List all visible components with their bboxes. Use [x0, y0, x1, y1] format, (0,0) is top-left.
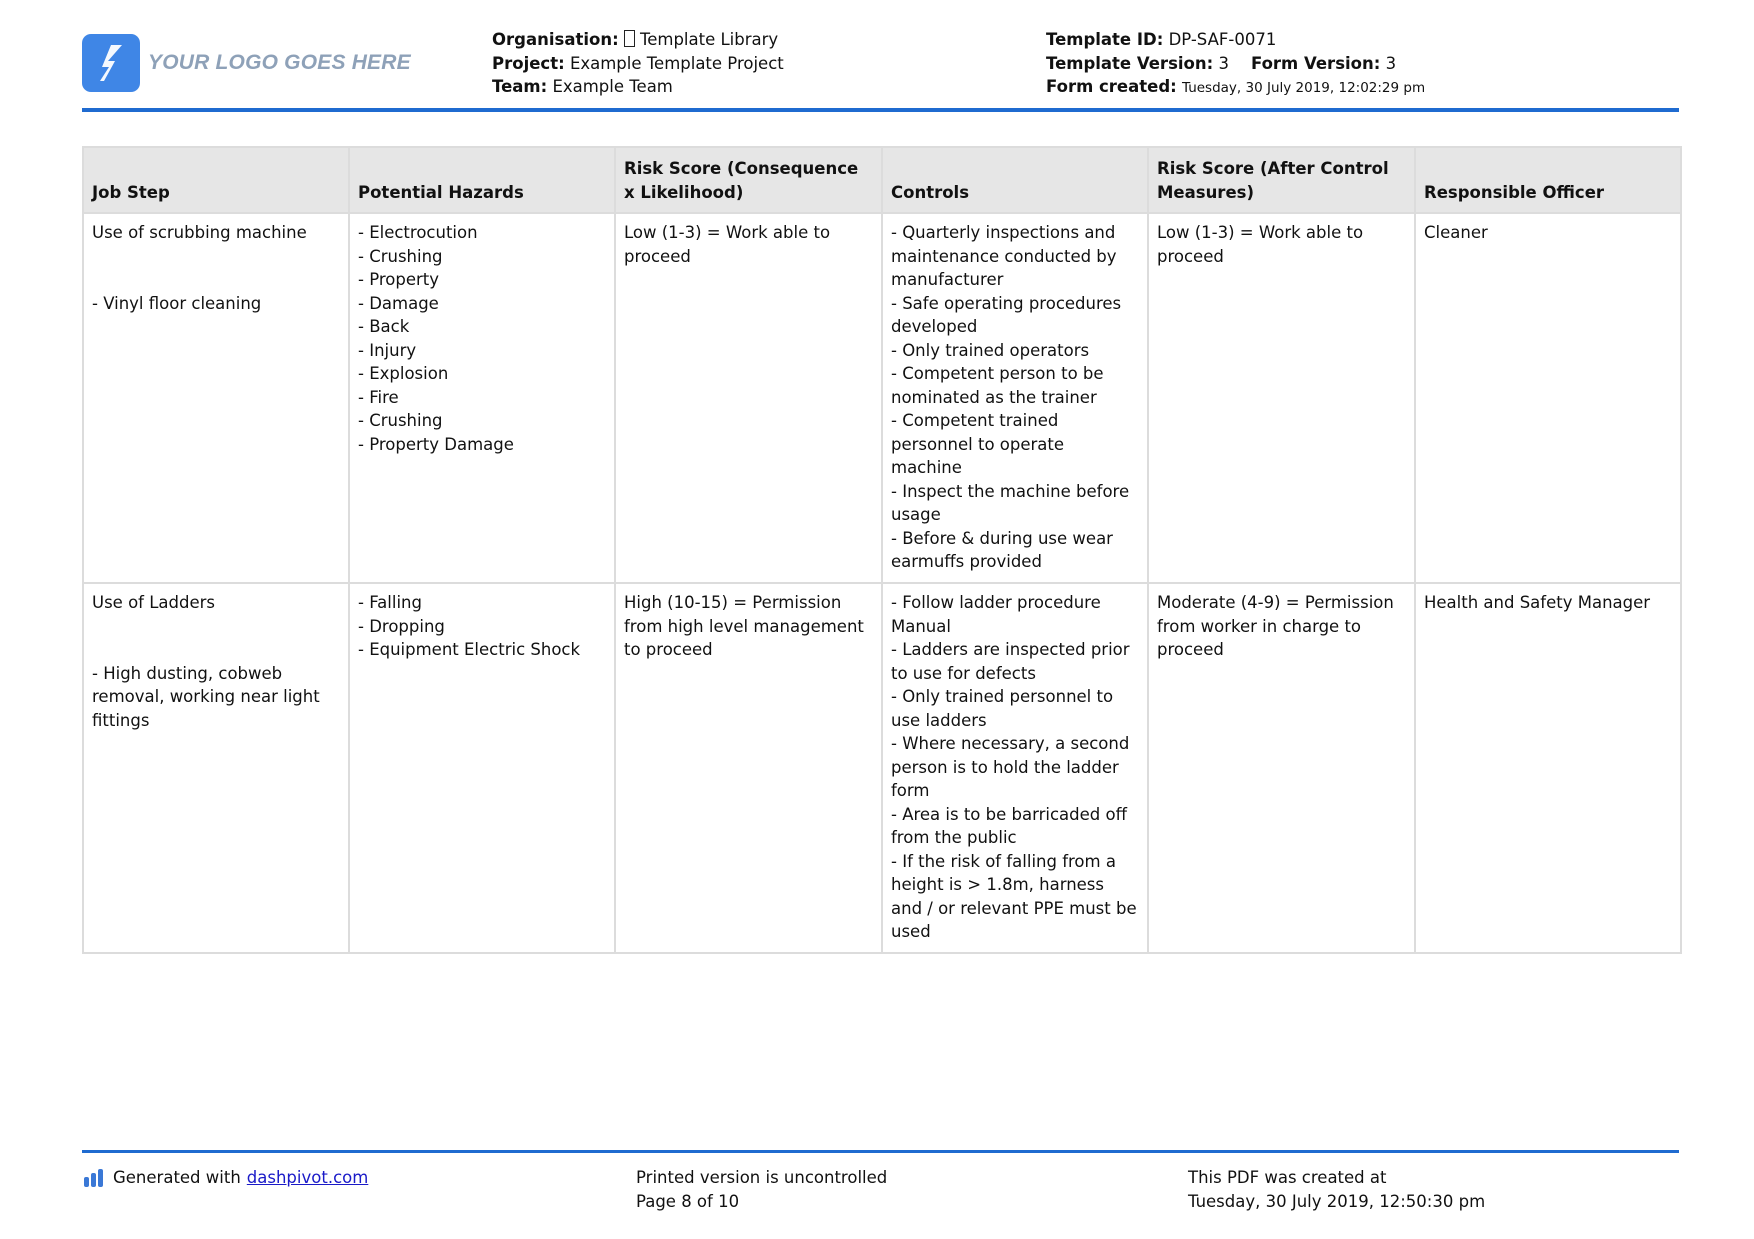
- list-item: - Crushing: [358, 411, 443, 430]
- organisation-label: Organisation:: [492, 30, 619, 49]
- organisation-icon: [624, 30, 635, 47]
- template-id-line: [1046, 28, 1425, 52]
- hazards-list: [358, 221, 606, 456]
- pdf-created-value: Tuesday, 30 July 2019, 12:50:30 pm: [1188, 1191, 1486, 1211]
- list-item: - Falling: [358, 593, 422, 612]
- risk-after-cell: Moderate (4-9) = Permission from worker in charge to proceed: [1148, 583, 1415, 953]
- organisation-line: [492, 28, 784, 52]
- form-created-line: [1046, 75, 1425, 101]
- project-value: Example Template Project: [569, 53, 784, 73]
- list-item: - If the risk of falling from a height is > 1.8m, harness and / or relevant PPE must be used: [891, 851, 1137, 941]
- generated-with-text: Generated with: [113, 1168, 241, 1187]
- column-header-controls: Controls: [882, 147, 1148, 213]
- hazards-list: [358, 591, 606, 662]
- project-label: Project:: [492, 53, 565, 73]
- list-item: - Competent trained personnel to operate machine: [891, 411, 1065, 477]
- list-item: - Follow ladder procedure Manual: [891, 593, 1101, 636]
- template-id-value: DP-SAF-0071: [1168, 30, 1277, 49]
- list-item: - Equipment Electric Shock: [358, 640, 581, 659]
- organisation-value: Template Library: [639, 30, 779, 49]
- job-step-title: Use of scrubbing machine: [92, 223, 307, 242]
- generated-with: [84, 1166, 368, 1190]
- form-version-label: Form Version:: [1250, 53, 1381, 73]
- list-item: - Crushing: [358, 246, 443, 266]
- list-item: - Competent person to be nominated as the trainer: [891, 364, 1104, 407]
- job-step-detail: - Vinyl floor cleaning: [92, 293, 262, 313]
- list-item: - Injury: [358, 340, 417, 360]
- team-label: Team:: [492, 77, 548, 96]
- page-number: Page 8 of 10: [636, 1191, 740, 1211]
- list-item: - Damage: [358, 293, 439, 313]
- list-item: - Where necessary, a second person is to hold the ladder form: [891, 734, 1130, 800]
- responsible-officer-cell: Cleaner: [1415, 213, 1681, 583]
- version-line: [1046, 52, 1425, 76]
- list-item: - Area is to be barricaded off from the public: [891, 804, 1127, 847]
- pdf-created: [1188, 1166, 1485, 1213]
- list-item: - Ladders are inspected prior to use for defects: [891, 640, 1130, 683]
- template-version-label: Template Version:: [1046, 53, 1214, 73]
- column-header-responsible-officer: Responsible Officer: [1415, 147, 1681, 213]
- logo-icon: [82, 34, 140, 92]
- list-item: - Electrocution: [358, 223, 478, 242]
- list-item: - Safe operating procedures developed: [891, 293, 1122, 336]
- print-status: [636, 1166, 887, 1213]
- company-logo: [82, 34, 411, 92]
- controls-cell: [882, 583, 1148, 953]
- logo-text: YOUR LOGO GOES HERE: [148, 51, 411, 74]
- team-value: Example Team: [552, 77, 673, 96]
- table-header-row: [83, 147, 1681, 213]
- list-item: - Fire: [358, 387, 399, 407]
- job-step-cell: [83, 583, 349, 953]
- footer-divider: [82, 1150, 1679, 1153]
- team-line: [492, 75, 784, 99]
- list-item: - Only trained personnel to use ladders: [891, 687, 1114, 730]
- template-info: [1046, 28, 1425, 101]
- column-header-job-step: Job Step: [83, 147, 349, 213]
- hazards-cell: [349, 213, 615, 583]
- controls-cell: [882, 213, 1148, 583]
- column-header-potential-hazards: Potential Hazards: [349, 147, 615, 213]
- pdf-created-label: This PDF was created at: [1188, 1168, 1387, 1187]
- dashpivot-icon: [84, 1169, 105, 1187]
- risk-score-cell: High (10-15) = Permission from high level management to proceed: [615, 583, 882, 953]
- job-step-cell: [83, 213, 349, 583]
- risk-score-cell: Low (1-3) = Work able to proceed: [615, 213, 882, 583]
- responsible-officer-cell: Health and Safety Manager: [1415, 583, 1681, 953]
- hazards-cell: [349, 583, 615, 953]
- risk-after-cell: Low (1-3) = Work able to proceed: [1148, 213, 1415, 583]
- controls-list: [891, 221, 1139, 574]
- table-row: [83, 583, 1681, 953]
- form-created-label: Form created:: [1046, 77, 1177, 96]
- list-item: - Before & during use wear earmuffs provided: [891, 528, 1113, 571]
- job-step-detail: - High dusting, cobweb removal, working near light fittings: [92, 663, 320, 730]
- form-version-value: 3: [1385, 53, 1397, 73]
- list-item: - Explosion: [358, 364, 449, 383]
- form-created-value: Tuesday, 30 July 2019, 12:02:29 pm: [1182, 80, 1426, 96]
- column-header-risk-score: Risk Score (Consequence x Likelihood): [615, 147, 882, 213]
- table-row: [83, 213, 1681, 583]
- list-item: - Property Damage: [358, 434, 514, 454]
- list-item: - Inspect the machine before usage: [891, 481, 1130, 524]
- printed-notice: Printed version is uncontrolled: [636, 1168, 888, 1187]
- job-step-title: Use of Ladders: [92, 593, 216, 612]
- controls-list: [891, 591, 1139, 944]
- list-item: - Only trained operators: [891, 340, 1090, 360]
- list-item: - Quarterly inspections and maintenance conducted by manufacturer: [891, 223, 1117, 289]
- job-safety-table: [82, 146, 1682, 954]
- list-item: - Dropping: [358, 616, 445, 636]
- column-header-risk-after: Risk Score (After Control Measures): [1148, 147, 1415, 213]
- list-item: - Back: [358, 317, 410, 336]
- template-id-label: Template ID:: [1046, 30, 1164, 49]
- dashpivot-link[interactable]: dashpivot.com: [246, 1168, 369, 1187]
- list-item: - Property: [358, 270, 440, 289]
- header-divider: [82, 108, 1679, 112]
- project-line: [492, 52, 784, 76]
- project-info: [492, 28, 784, 99]
- template-version-value: 3: [1218, 53, 1229, 73]
- page-header: [82, 28, 1682, 112]
